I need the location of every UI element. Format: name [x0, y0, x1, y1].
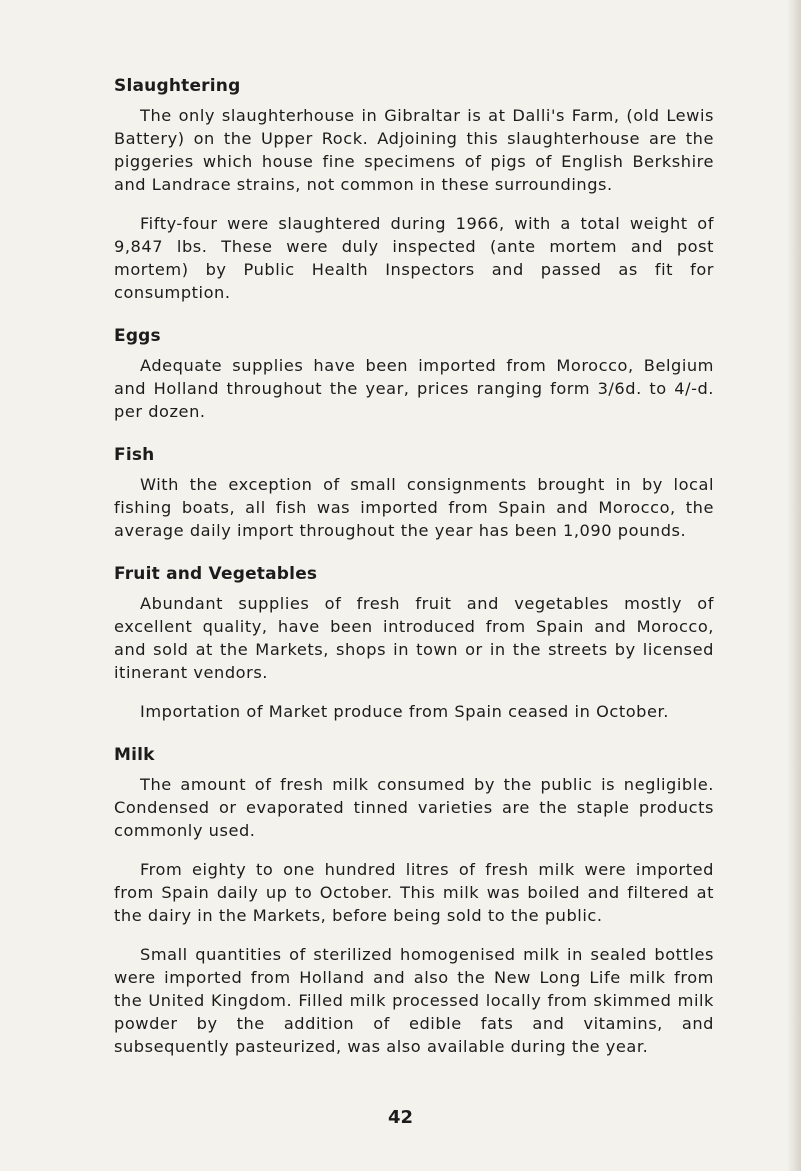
section-heading: Milk: [114, 745, 155, 765]
section-heading: Slaughtering: [114, 76, 241, 96]
paragraph: Abundant supplies of fresh fruit and vegetables mostly of excellent quality, have been introduced from Spain and Morocco, and sold at the Markets, shops in town or in the streets by licensed itinerant vendors.: [114, 594, 714, 682]
paragraph: With the exception of small consignments brought in by local fishing boats, all fish was imported from Spain and Morocco, the average daily import throughout the year has been 1,090 pounds.: [114, 475, 714, 540]
paragraph: The only slaughterhouse in Gibraltar is at Dalli's Farm, (old Lewis Battery) on the Upper Rock. Adjoining this slaughterhouse are the piggeries which house fine specimens of pigs of English Berkshire and Landrace strains, not common in these surroundings.: [114, 106, 714, 194]
page-edge-shadow: [787, 0, 801, 1171]
document-body: [114, 76, 714, 1080]
paragraph: From eighty to one hundred litres of fresh milk were imported from Spain daily up to October. This milk was boiled and filtered at the dairy in the Markets, before being sold to the public.: [114, 860, 714, 925]
paragraph: Small quantities of sterilized homogenised milk in sealed bottles were imported from Holland and also the New Long Life milk from the United Kingdom. Filled milk processed locally from skimmed milk powder by the addition of edible fats and vitamins, and subsequently pasteurized, was also available during the year.: [114, 945, 714, 1056]
paragraph: Importation of Market produce from Spain ceased in October.: [140, 702, 669, 721]
section-heading: Eggs: [114, 326, 161, 346]
section-heading: Fruit and Vegetables: [114, 564, 318, 584]
paragraph: The amount of fresh milk consumed by the public is negligible. Condensed or evaporated tinned varieties are the staple products commonly used.: [114, 775, 714, 840]
paragraph: Fifty-four were slaughtered during 1966, with a total weight of 9,847 lbs. These were duly inspected (ante mortem and post mortem) by Public Health Inspectors and passed as fit for consumption.: [114, 214, 714, 302]
section-milk: [114, 745, 714, 1058]
paragraph: Adequate supplies have been imported from Morocco, Belgium and Holland throughout the year, prices ranging form 3/6d. to 4/-d. per dozen.: [114, 356, 714, 421]
section-eggs: [114, 326, 714, 423]
section-fish: [114, 445, 714, 542]
section-fruit-and-vegetables: [114, 564, 714, 723]
page-number: 42: [388, 1107, 414, 1128]
section-heading: Fish: [114, 445, 155, 465]
section-slaughtering: [114, 76, 714, 304]
